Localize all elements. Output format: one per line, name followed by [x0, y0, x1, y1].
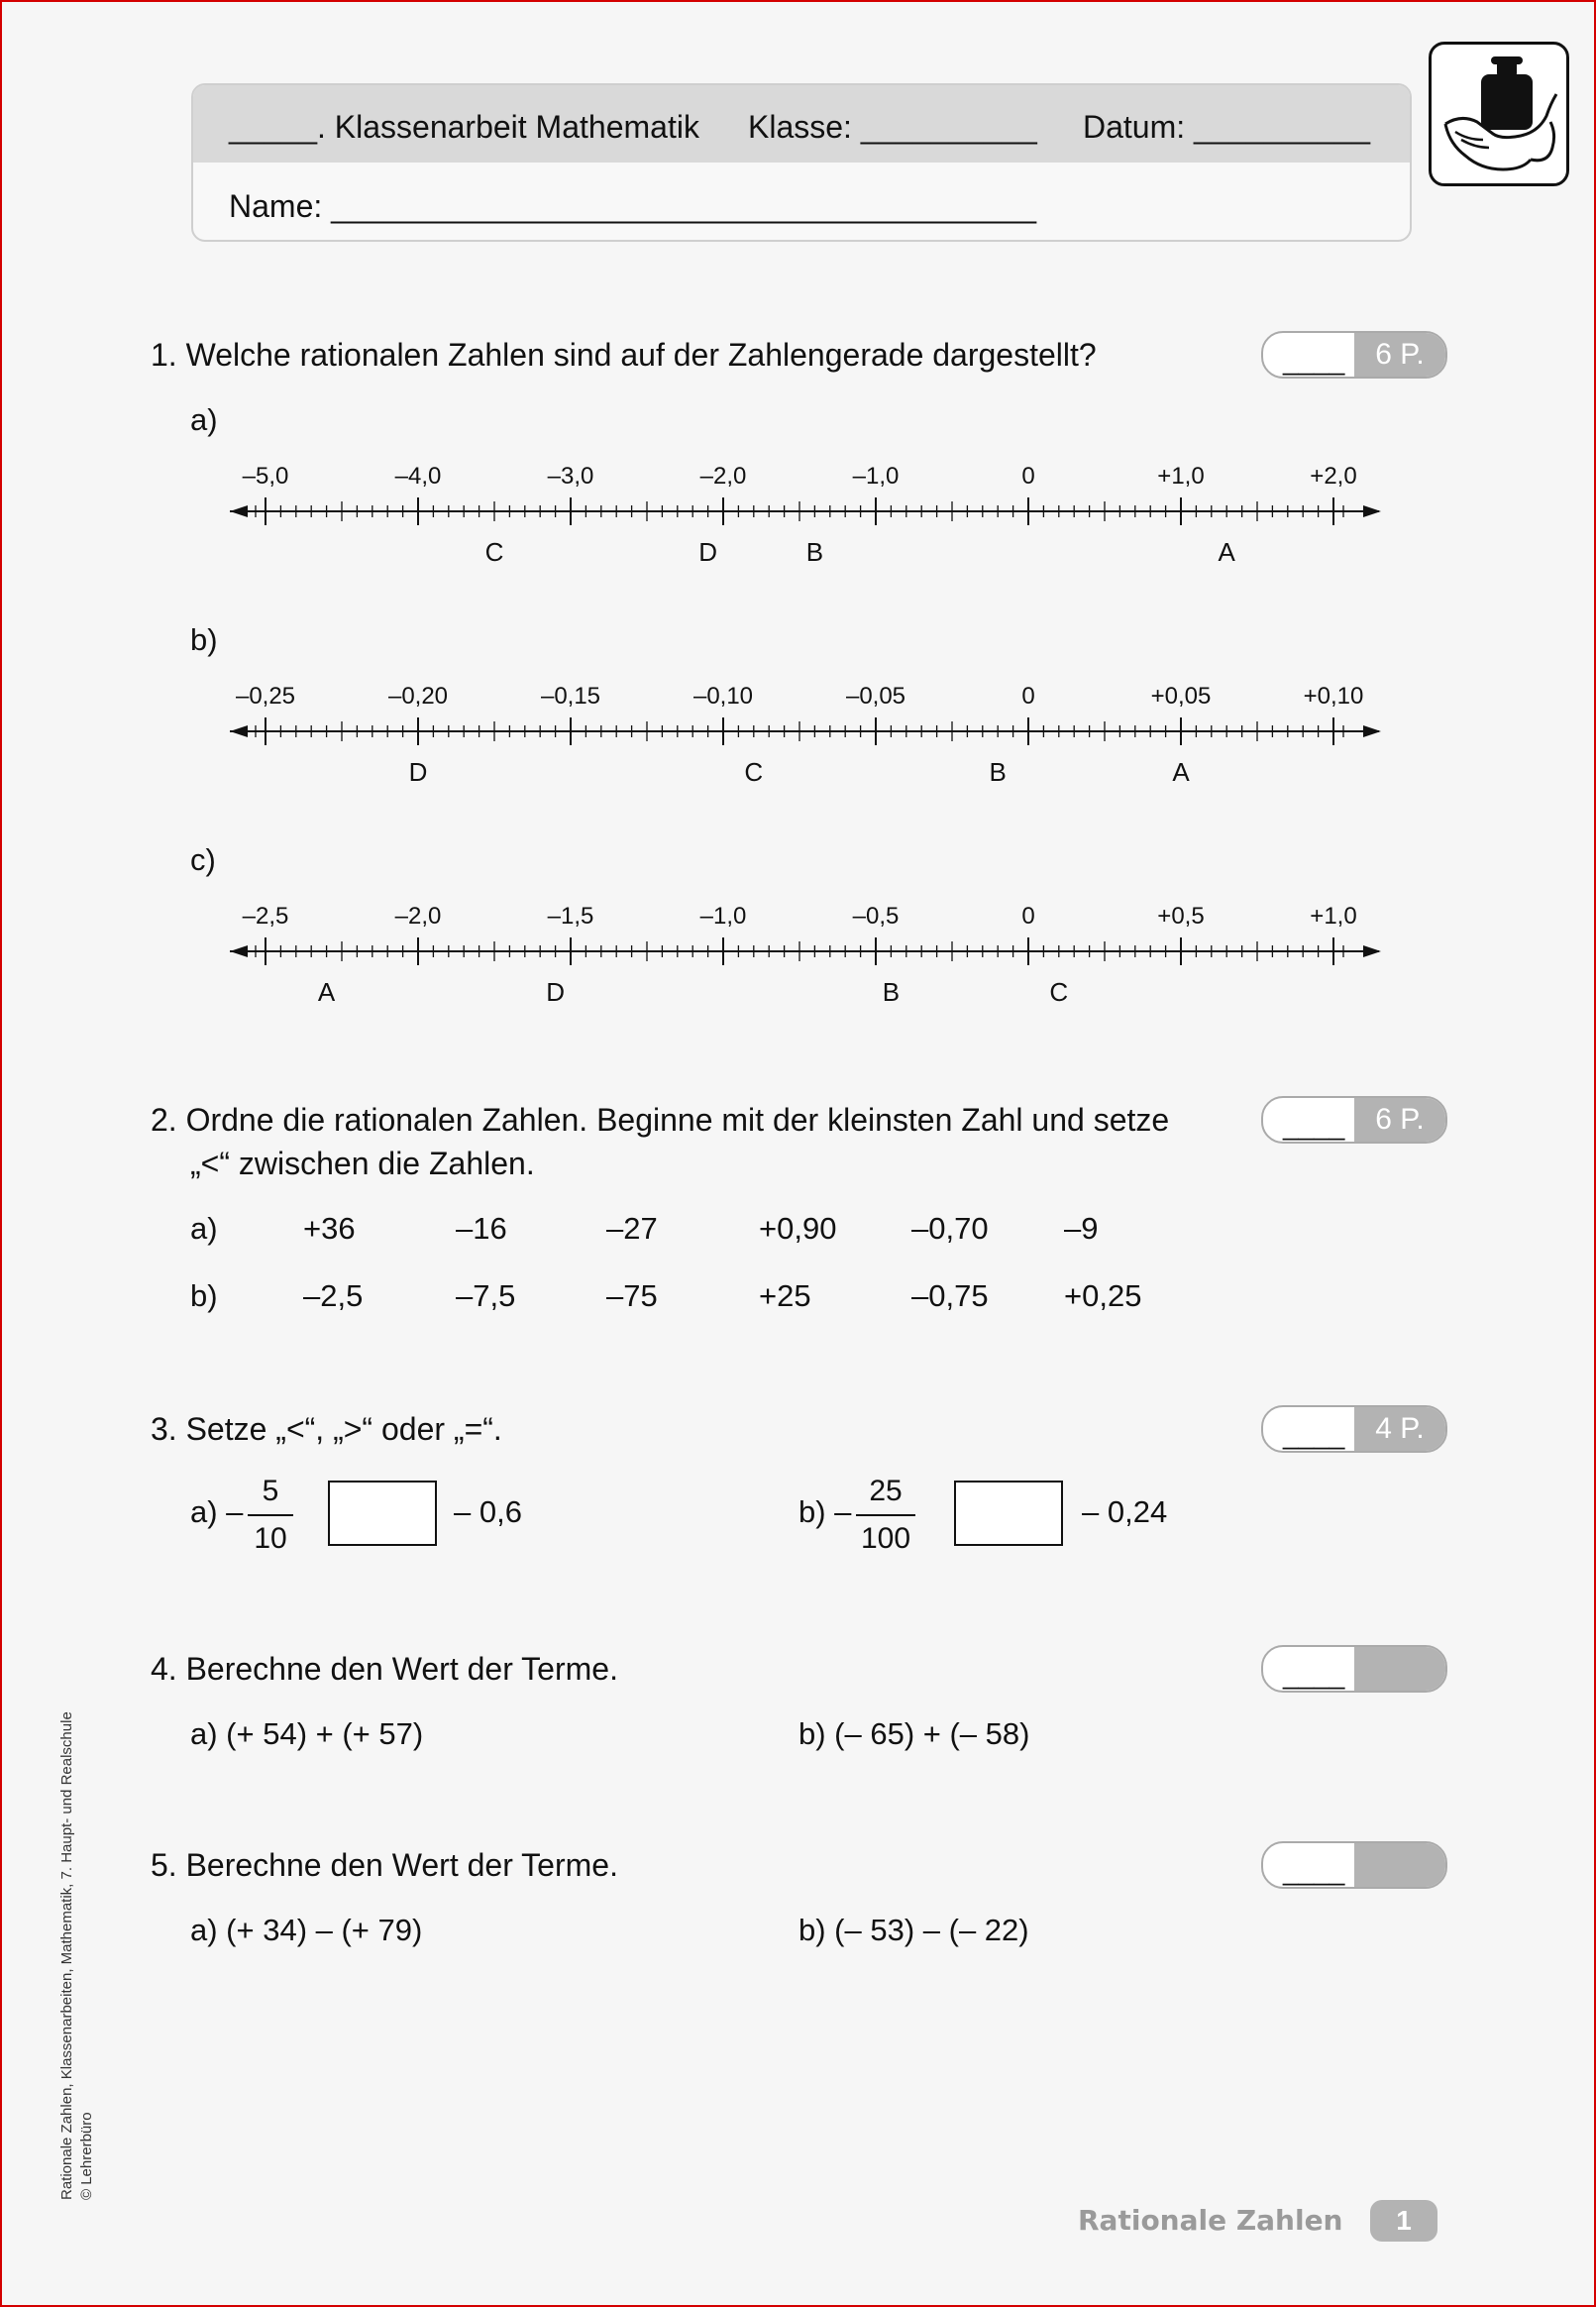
tick-label: –1,5 [547, 903, 594, 930]
points-blank: ____ [1283, 1855, 1345, 1886]
tick-label: –2,0 [699, 463, 747, 490]
numberline-a-label: a) [190, 402, 218, 437]
header-name: Name: ________________________________________ [229, 188, 1037, 224]
fraction-numerator: 25 [856, 1475, 915, 1516]
task-2b-value: –0,75 [911, 1278, 989, 1313]
tick-label: –3,0 [547, 463, 594, 490]
tick-label: –0,05 [845, 683, 906, 710]
tick-label: –0,15 [540, 683, 601, 710]
task-2a-value: –9 [1064, 1211, 1099, 1246]
fraction-numerator: 5 [248, 1475, 293, 1516]
points-value: 6 P. [1354, 1098, 1445, 1142]
side-copyright [57, 1711, 97, 2200]
tick-label: +0,10 [1303, 683, 1364, 710]
task-4b-term: b) (– 65) + (– 58) [798, 1716, 1030, 1751]
tick-label: +2,0 [1310, 463, 1357, 490]
fraction-denominator: 100 [860, 1522, 911, 1555]
points-value: 6 P. [1354, 333, 1445, 377]
tick-label: –0,5 [852, 903, 900, 930]
arrow-right [1363, 725, 1381, 737]
task-2b-label: b) [190, 1278, 218, 1313]
header-box [191, 83, 1412, 242]
tick-label: +1,0 [1157, 463, 1205, 490]
task-3b-prefix: b) – [798, 1494, 852, 1529]
arrow-right [1363, 945, 1381, 957]
tick-label: –2,5 [242, 903, 289, 930]
task-3-points-badge [1261, 1405, 1447, 1453]
tick-label: 0 [1021, 683, 1035, 710]
task-3a-fraction [248, 1475, 293, 1556]
task-2-question-line1: 2. Ordne die rationalen Zahlen. Beginne mit der kleinsten Zahl und setze [151, 1102, 1170, 1138]
footer-title: Rationale Zahlen [1078, 2204, 1343, 2237]
task-3b-fraction [856, 1475, 915, 1556]
task-2a-value: –16 [456, 1211, 507, 1246]
point-label: A [1172, 757, 1190, 785]
page-number: 1 [1370, 2200, 1437, 2242]
task-4-points-badge [1261, 1645, 1447, 1693]
tick-label: –1,0 [699, 903, 747, 930]
point-label: B [989, 757, 1007, 785]
numberline-b-label: b) [190, 622, 218, 657]
points-value [1354, 1647, 1445, 1691]
task-2a-label: a) [190, 1211, 218, 1246]
point-label: B [805, 537, 824, 565]
task-4-question: 4. Berechne den Wert der Terme. [151, 1651, 618, 1687]
arrow-right [1363, 505, 1381, 517]
header-title: _____. Klassenarbeit Mathematik [229, 109, 699, 145]
numberline-b [226, 676, 1395, 785]
points-value [1354, 1843, 1445, 1887]
tick-label: +0,5 [1157, 903, 1205, 930]
point-label: C [484, 537, 504, 565]
tick-label: –0,20 [387, 683, 449, 710]
task-5b-term: b) (– 53) – (– 22) [798, 1913, 1029, 1947]
task-2a-value: –0,70 [911, 1211, 989, 1246]
point-label: D [546, 977, 565, 1005]
point-label: C [744, 757, 764, 785]
task-2a-value: –27 [606, 1211, 658, 1246]
task-2a-value: +0,90 [759, 1211, 837, 1246]
arrow-left [230, 505, 248, 517]
task-3b-rhs: – 0,24 [1082, 1494, 1168, 1529]
numberline-a [226, 456, 1395, 565]
tick-label: –2,0 [394, 903, 442, 930]
numberline-c-label: c) [190, 842, 216, 877]
tick-label: 0 [1021, 463, 1035, 490]
task-3a-answer-box[interactable] [328, 1481, 437, 1546]
header-datum: Datum: __________ [1083, 109, 1370, 145]
task-2b-value: –7,5 [456, 1278, 516, 1313]
points-blank: ____ [1283, 1419, 1345, 1450]
task-2b-value: –2,5 [303, 1278, 364, 1313]
tick-label: +1,0 [1310, 903, 1357, 930]
task-1-question: 1. Welche rationalen Zahlen sind auf der Zahlengerade dargestellt? [151, 337, 1097, 373]
task-5-points-badge [1261, 1841, 1447, 1889]
points-blank: ____ [1283, 1110, 1345, 1141]
tick-label: +0,05 [1150, 683, 1212, 710]
point-label: A [317, 977, 336, 1005]
tick-label: –4,0 [394, 463, 442, 490]
point-label: D [698, 537, 717, 565]
task-3a-rhs: – 0,6 [454, 1494, 522, 1529]
task-2-question-line2: „<“ zwischen die Zahlen. [190, 1146, 535, 1181]
task-2b-value: –75 [606, 1278, 658, 1313]
points-blank: ____ [1283, 345, 1345, 376]
task-2b-value: +0,25 [1064, 1278, 1142, 1313]
point-label: D [408, 757, 428, 785]
task-3a-prefix: a) – [190, 1494, 244, 1529]
arrow-left [230, 725, 248, 737]
fraction-denominator: 10 [254, 1522, 287, 1555]
task-5a-term: a) (+ 34) – (+ 79) [190, 1913, 423, 1947]
tick-label: –5,0 [242, 463, 289, 490]
header-klasse: Klasse: __________ [748, 109, 1037, 145]
task-2-points-badge [1261, 1096, 1447, 1144]
task-3-question: 3. Setze „<“, „>“ oder „=“. [151, 1411, 502, 1447]
point-label: B [882, 977, 901, 1005]
side-line-2: © Lehrerbüro [78, 2112, 95, 2200]
points-value: 4 P. [1354, 1407, 1445, 1451]
points-blank: ____ [1283, 1659, 1345, 1690]
numberline-c [226, 896, 1395, 1005]
task-4a-term: a) (+ 54) + (+ 57) [190, 1716, 424, 1751]
tick-label: –0,10 [692, 683, 754, 710]
point-label: C [1049, 977, 1069, 1005]
point-label: A [1218, 537, 1235, 565]
task-5-question: 5. Berechne den Wert der Terme. [151, 1847, 618, 1883]
arrow-left [230, 945, 248, 957]
side-line-1: Rationale Zahlen, Klassenarbeiten, Mathematik, 7. Haupt- und Realschule [58, 1711, 75, 2200]
task-2b-value: +25 [759, 1278, 811, 1313]
tick-label: –0,25 [235, 683, 296, 710]
tick-label: 0 [1021, 903, 1035, 930]
tick-label: –1,0 [852, 463, 900, 490]
task-1-points-badge [1261, 331, 1447, 379]
hand-holding-weight-icon [1429, 42, 1569, 186]
task-3b-answer-box[interactable] [954, 1481, 1063, 1546]
task-2a-value: +36 [303, 1211, 356, 1246]
